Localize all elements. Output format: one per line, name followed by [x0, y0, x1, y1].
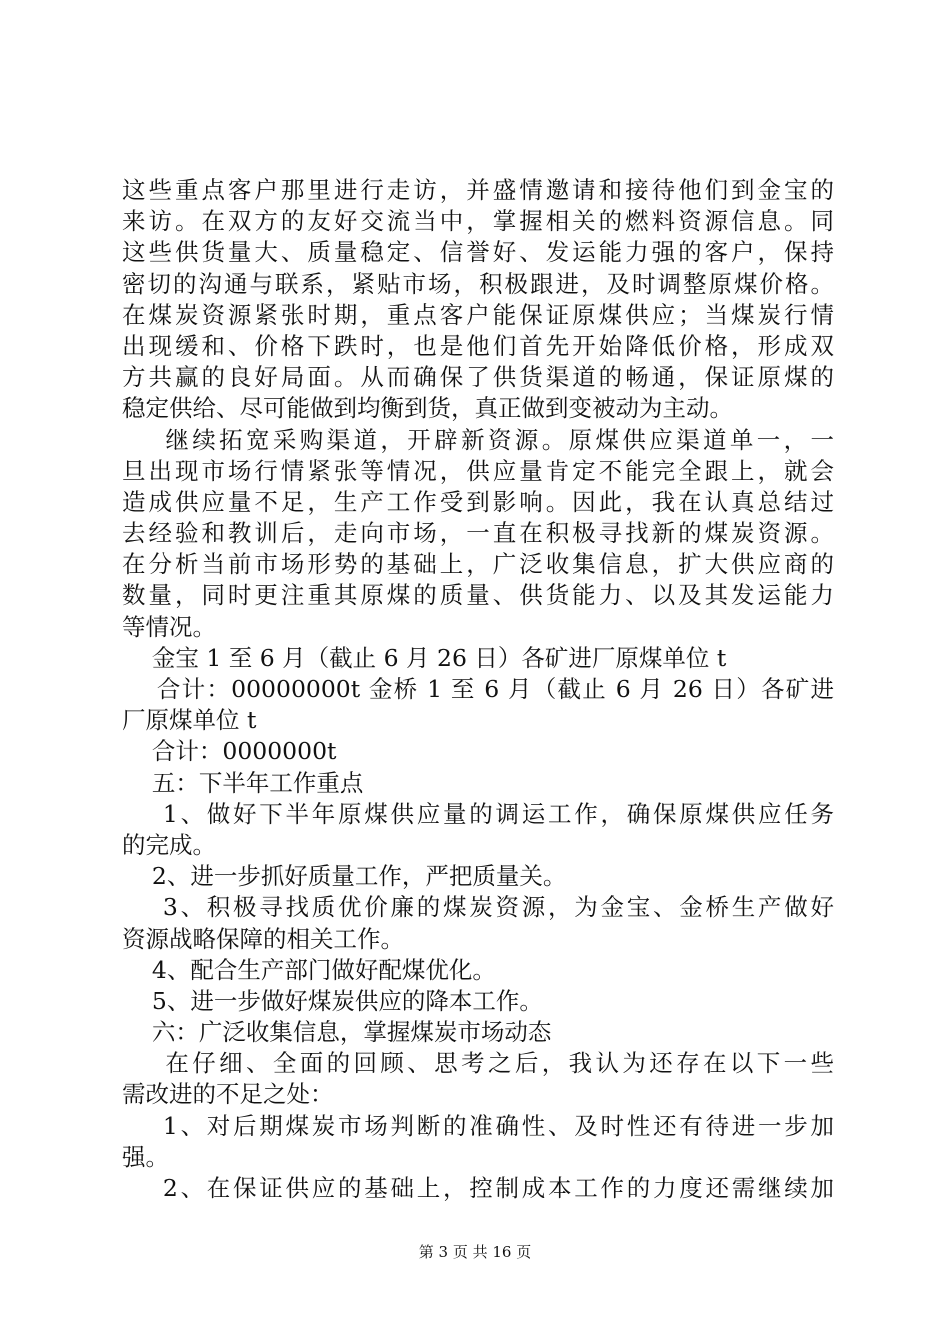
text-line: 六：广泛收集信息，掌握煤炭市场动态	[122, 1018, 552, 1047]
text-line: 需改进的不足之处：	[122, 1080, 334, 1109]
text-line: 这些重点客户那里进行走访，并盛情邀请和接待他们到金宝的	[122, 176, 834, 204]
text-line: 去经验和教训后，走向市场，一直在积极寻找新的煤炭资源。	[122, 519, 834, 548]
text-line: 合计：00000000t 金桥 1 至 6 月（截止 6 月 26 日）各矿进	[122, 675, 834, 703]
text-line: 强。	[122, 1142, 169, 1171]
text-line: 方共赢的良好局面。从而确保了供货渠道的畅通，保证原煤的	[122, 363, 834, 392]
text-line: 五：下半年工作重点	[122, 768, 364, 797]
text-line: 等情况。	[122, 612, 216, 641]
text-line: 1、对后期煤炭市场判断的准确性、及时性还有待进一步加	[122, 1111, 834, 1140]
text-line: 来访。在双方的友好交流当中，掌握相关的燃料资源信息。同	[122, 207, 834, 236]
text-line: 继续拓宽采购渠道，开辟新资源。原煤供应渠道单一，一	[122, 425, 834, 454]
text-line: 5、进一步做好煤炭供应的降本工作。	[122, 986, 543, 1015]
text-line: 4、配合生产部门做好配煤优化。	[122, 955, 496, 984]
text-line: 稳定供给、尽可能做到均衡到货，真正做到变被动为主动。	[122, 394, 733, 423]
text-line: 资源战略保障的相关工作。	[122, 924, 404, 953]
text-line: 2、在保证供应的基础上，控制成本工作的力度还需继续加	[122, 1174, 834, 1202]
text-line: 厂原煤单位 t	[122, 706, 257, 735]
page-footer: 第 3 页 共 16 页	[418, 1243, 532, 1261]
text-line: 合计：0000000t	[122, 737, 337, 766]
text-line: 造成供应量不足，生产工作受到影响。因此，我在认真总结过	[122, 487, 834, 516]
text-line: 密切的沟通与联系，紧贴市场，积极跟进，及时调整原煤价格。	[122, 269, 834, 298]
text-line: 在煤炭资源紧张时期，重点客户能保证原煤供应；当煤炭行情	[122, 300, 834, 329]
text-line: 金宝 1 至 6 月（截止 6 月 26 日）各矿进厂原煤单位 t	[122, 643, 727, 672]
text-line: 3、积极寻找质优价廉的煤炭资源，为金宝、金桥生产做好	[122, 893, 834, 922]
text-line: 旦出现市场行情紧张等情况，供应量肯定不能完全跟上，就会	[122, 456, 834, 485]
text-line: 数量，同时更注重其原煤的质量、供货能力、以及其发运能力	[122, 581, 834, 610]
text-line: 在分析当前市场形势的基础上，广泛收集信息，扩大供应商的	[122, 550, 834, 579]
text-line: 1、做好下半年原煤供应量的调运工作，确保原煤供应任务	[122, 799, 834, 828]
document-body	[122, 175, 834, 1204]
text-line: 2、进一步抓好质量工作，严把质量关。	[122, 862, 567, 891]
text-line: 在仔细、全面的回顾、思考之后，我认为还存在以下一些	[122, 1049, 834, 1078]
text-line: 出现缓和、价格下跌时，也是他们首先开始降低价格，形成双	[122, 331, 834, 360]
text-line: 这些供货量大、质量稳定、信誉好、发运能力强的客户，保持	[122, 238, 834, 267]
text-line: 的完成。	[122, 830, 216, 859]
